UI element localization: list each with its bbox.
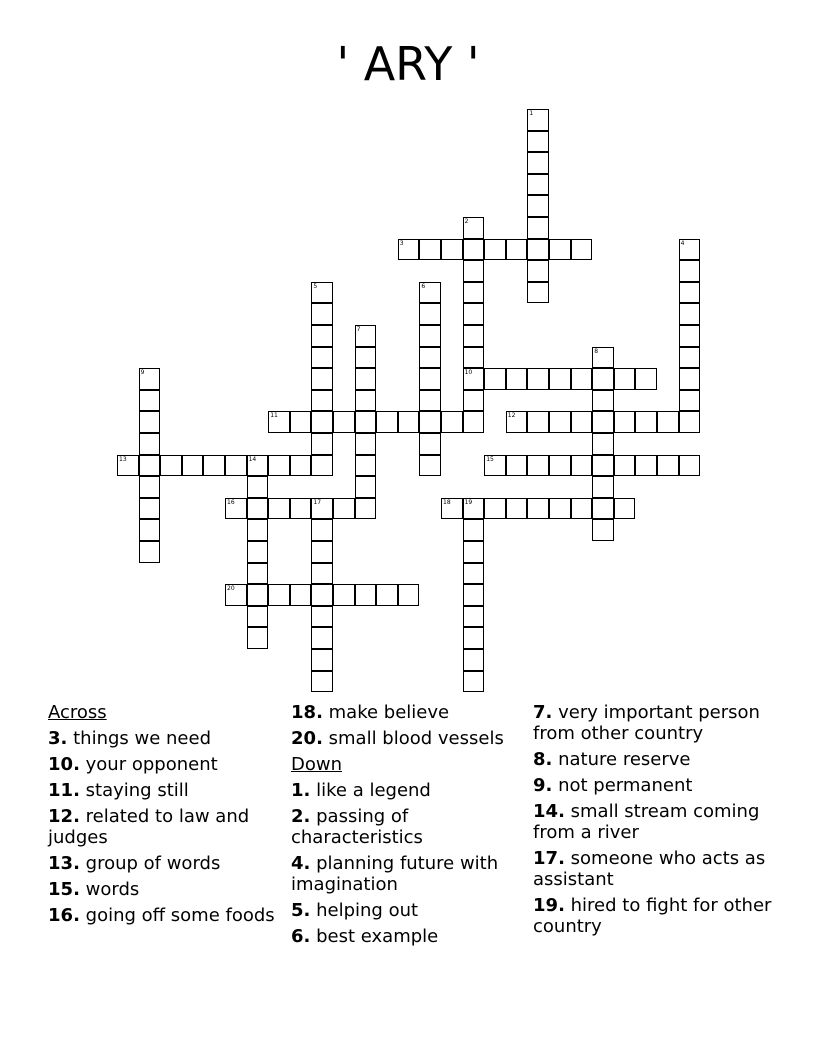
grid-cell[interactable] [182, 455, 204, 477]
clue-down-14: 14. small stream coming from a river [533, 801, 760, 843]
grid-cell[interactable] [549, 368, 571, 390]
grid-cell[interactable] [419, 303, 441, 325]
grid-cell[interactable] [139, 368, 161, 390]
grid-cell[interactable] [419, 368, 441, 390]
grid-cell[interactable] [333, 584, 355, 606]
grid-cell[interactable] [549, 411, 571, 433]
grid-cell[interactable] [463, 282, 485, 304]
grid-cell[interactable] [635, 411, 657, 433]
clue-column-2 [291, 702, 521, 952]
grid-cell[interactable] [679, 390, 701, 412]
grid-cell[interactable] [311, 325, 333, 347]
clue-down-9: 9. not permanent [533, 775, 693, 796]
cell-number: 13 [119, 455, 127, 463]
cell-number: 4 [680, 239, 685, 247]
clue-down-8: 8. nature reserve [533, 749, 691, 770]
grid-cell[interactable] [527, 195, 549, 217]
grid-cell[interactable] [506, 368, 528, 390]
grid-cell[interactable] [225, 455, 247, 477]
grid-cell[interactable] [225, 584, 247, 606]
grid-cell[interactable] [311, 368, 333, 390]
grid-cell[interactable] [355, 347, 377, 369]
cell-number: 15 [486, 455, 494, 463]
grid-cell[interactable] [355, 455, 377, 477]
grid-cell[interactable] [311, 411, 333, 433]
clue-across-3: 3. things we need [48, 728, 212, 749]
grid-cell[interactable] [679, 411, 701, 433]
grid-cell[interactable] [657, 455, 679, 477]
grid-cell[interactable] [549, 498, 571, 520]
cell-number: 7 [356, 326, 361, 333]
grid-cell[interactable] [311, 390, 333, 412]
grid-cell[interactable] [311, 433, 333, 455]
grid-cell[interactable] [679, 260, 701, 282]
clue-across-10: 10. your opponent [48, 754, 218, 775]
grid-cell[interactable] [527, 282, 549, 304]
grid-cell[interactable] [679, 303, 701, 325]
grid-cell[interactable] [679, 368, 701, 390]
grid-cell[interactable] [268, 455, 290, 477]
grid-cell[interactable] [247, 627, 269, 649]
clue-across-11: 11. staying still [48, 780, 189, 801]
grid-cell[interactable] [311, 606, 333, 628]
grid-cell[interactable] [290, 411, 312, 433]
grid-cell[interactable] [419, 325, 441, 347]
grid-cell[interactable] [463, 303, 485, 325]
grid-cell[interactable] [484, 498, 506, 520]
grid-cell[interactable] [247, 563, 269, 585]
grid-cell[interactable] [463, 541, 485, 563]
grid-cell[interactable] [527, 174, 549, 196]
grid-cell[interactable] [527, 239, 549, 261]
cell-number: 1 [529, 110, 534, 117]
clue-across-15: 15. words [48, 879, 140, 900]
grid-cell[interactable] [463, 627, 485, 649]
grid-cell[interactable] [484, 455, 506, 477]
grid-cell[interactable] [247, 498, 269, 520]
grid-cell[interactable] [463, 606, 485, 628]
grid-cell[interactable] [592, 455, 614, 477]
clue-across-13: 13. group of words [48, 853, 221, 874]
grid-cell[interactable] [441, 239, 463, 261]
grid-cell[interactable] [247, 476, 269, 498]
grid-cell[interactable] [139, 433, 161, 455]
grid-cell[interactable] [290, 455, 312, 477]
grid-cell[interactable] [419, 455, 441, 477]
grid-cell[interactable] [679, 455, 701, 477]
grid-cell[interactable] [592, 498, 614, 520]
grid-cell[interactable] [311, 498, 333, 520]
grid-cell[interactable] [290, 584, 312, 606]
grid-cell[interactable] [247, 606, 269, 628]
grid-cell[interactable] [247, 541, 269, 563]
cell-number: 8 [594, 347, 599, 355]
grid-cell[interactable] [571, 455, 593, 477]
grid-cell[interactable] [463, 584, 485, 606]
grid-cell[interactable] [139, 455, 161, 477]
grid-cell[interactable] [139, 498, 161, 520]
grid-cell[interactable] [117, 455, 139, 477]
grid-cell[interactable] [592, 368, 614, 390]
grid-cell[interactable] [463, 347, 485, 369]
grid-cell[interactable] [463, 649, 485, 671]
clue-across-18: 18. make believe [291, 702, 450, 723]
grid-cell[interactable] [506, 498, 528, 520]
grid-cell[interactable] [657, 411, 679, 433]
grid-cell[interactable] [311, 541, 333, 563]
cell-number: 14 [248, 455, 257, 463]
across-heading: Across [48, 702, 107, 723]
grid-cell[interactable] [268, 498, 290, 520]
cell-number: 9 [140, 369, 145, 377]
down-heading: Down [291, 754, 343, 775]
grid-cell[interactable] [139, 411, 161, 433]
grid-cell[interactable] [398, 239, 420, 261]
grid-cell[interactable] [527, 368, 549, 390]
cell-number: 6 [421, 282, 426, 290]
grid-cell[interactable] [419, 282, 441, 304]
grid-cell[interactable] [527, 260, 549, 282]
cell-number: 11 [270, 412, 278, 420]
grid-cell[interactable] [463, 217, 485, 239]
clue-down-7: 7. very important person from other country [533, 702, 760, 744]
grid-cell[interactable] [463, 239, 485, 261]
grid-cell[interactable] [355, 498, 377, 520]
clue-down-2: 2. passing of characteristics [291, 806, 423, 848]
grid-cell[interactable] [139, 390, 161, 412]
grid-cell[interactable] [419, 390, 441, 412]
grid-cell[interactable] [527, 109, 549, 131]
grid-cell[interactable] [549, 455, 571, 477]
grid-cell[interactable] [376, 411, 398, 433]
grid-cell[interactable] [571, 368, 593, 390]
grid-cell[interactable] [635, 455, 657, 477]
clue-down-17: 17. someone who acts as assistant [533, 848, 766, 890]
grid-cell[interactable] [355, 325, 377, 347]
grid-cell[interactable] [463, 563, 485, 585]
grid-cell[interactable] [419, 411, 441, 433]
cell-number: 17 [313, 498, 322, 506]
grid-cell[interactable] [311, 671, 333, 693]
grid-cell[interactable] [355, 390, 377, 412]
grid-cell[interactable] [571, 411, 593, 433]
grid-cell[interactable] [484, 368, 506, 390]
grid-cell[interactable] [139, 476, 161, 498]
grid-cell[interactable] [419, 347, 441, 369]
grid-cell[interactable] [571, 239, 593, 261]
grid-cell[interactable] [527, 131, 549, 153]
grid-cell[interactable] [225, 498, 247, 520]
grid-cell[interactable] [506, 411, 528, 433]
grid-cell[interactable] [160, 455, 182, 477]
grid-cell[interactable] [614, 411, 636, 433]
grid-cell[interactable] [398, 411, 420, 433]
grid-cell[interactable] [527, 411, 549, 433]
cell-number: 3 [399, 239, 404, 247]
grid-cell[interactable] [311, 627, 333, 649]
grid-cell[interactable] [614, 368, 636, 390]
grid-cell[interactable] [290, 498, 312, 520]
grid-cell[interactable] [592, 347, 614, 369]
grid-cell[interactable] [311, 519, 333, 541]
grid-cell[interactable] [527, 498, 549, 520]
grid-cell[interactable] [679, 347, 701, 369]
grid-cell[interactable] [247, 519, 269, 541]
grid-cell[interactable] [355, 433, 377, 455]
puzzle-title: ' ARY ' [336, 37, 480, 91]
grid-cell[interactable] [463, 260, 485, 282]
grid-cell[interactable] [592, 390, 614, 412]
grid-cell[interactable] [592, 476, 614, 498]
grid-cell[interactable] [311, 303, 333, 325]
grid-cell[interactable] [247, 455, 269, 477]
grid-cell[interactable] [463, 325, 485, 347]
grid-cell[interactable] [268, 584, 290, 606]
clue-across-16: 16. going off some foods [48, 905, 275, 926]
grid-cell[interactable] [506, 239, 528, 261]
grid-cell[interactable] [484, 239, 506, 261]
grid-cell[interactable] [463, 368, 485, 390]
grid-cell[interactable] [376, 584, 398, 606]
grid-cell[interactable] [614, 498, 636, 520]
grid-cell[interactable] [635, 368, 657, 390]
grid-cell[interactable] [549, 239, 571, 261]
clue-column-3 [533, 702, 773, 942]
clue-column-1 [48, 702, 278, 931]
grid-cell[interactable] [311, 347, 333, 369]
cell-number: 10 [464, 369, 473, 377]
grid-cell[interactable] [311, 584, 333, 606]
grid-cell[interactable] [333, 411, 355, 433]
grid-cell[interactable] [592, 433, 614, 455]
grid-cell[interactable] [506, 455, 528, 477]
cell-number: 16 [227, 498, 235, 506]
grid-cell[interactable] [463, 411, 485, 433]
grid-cell[interactable] [419, 239, 441, 261]
grid-cell[interactable] [203, 455, 225, 477]
grid-cell[interactable] [311, 282, 333, 304]
grid-cell[interactable] [527, 455, 549, 477]
grid-cell[interactable] [139, 519, 161, 541]
grid-cell[interactable] [355, 368, 377, 390]
cell-number: 12 [507, 412, 516, 420]
grid-cell[interactable] [527, 152, 549, 174]
clue-down-1: 1. like a legend [291, 780, 431, 801]
grid-cell[interactable] [592, 411, 614, 433]
grid-cell[interactable] [441, 498, 463, 520]
grid-cell[interactable] [355, 584, 377, 606]
grid-cell[interactable] [398, 584, 420, 606]
grid-cell[interactable] [679, 282, 701, 304]
grid-cell[interactable] [311, 649, 333, 671]
clue-down-5: 5. helping out [291, 900, 419, 921]
grid-cell[interactable] [679, 239, 701, 261]
cell-number: 2 [464, 218, 469, 225]
grid-cell[interactable] [311, 455, 333, 477]
clue-down-4: 4. planning future with imagination [291, 853, 499, 895]
clue-across-12: 12. related to law and judges [48, 806, 250, 848]
cell-number: 19 [464, 498, 473, 506]
grid-cell[interactable] [463, 498, 485, 520]
clue-down-19: 19. hired to fight for other country [533, 895, 772, 937]
grid-cell[interactable] [463, 671, 485, 693]
grid-cell[interactable] [571, 498, 593, 520]
grid-cell[interactable] [139, 541, 161, 563]
cell-number: 18 [443, 498, 451, 506]
grid-cell[interactable] [333, 498, 355, 520]
grid-cell[interactable] [247, 584, 269, 606]
grid-cell[interactable] [527, 217, 549, 239]
clue-down-6: 6. best example [291, 926, 439, 947]
clue-across-20: 20. small blood vessels [291, 728, 504, 749]
cell-number: 5 [313, 282, 318, 290]
cell-number: 20 [227, 585, 235, 593]
grid-cell[interactable] [355, 411, 377, 433]
grid-cell[interactable] [679, 325, 701, 347]
grid-cell[interactable] [355, 476, 377, 498]
grid-cell[interactable] [463, 390, 485, 412]
grid-cell[interactable] [614, 455, 636, 477]
grid-cell[interactable] [268, 411, 290, 433]
grid-cell[interactable] [463, 519, 485, 541]
grid-cell[interactable] [419, 433, 441, 455]
grid-cell[interactable] [592, 519, 614, 541]
grid-cell[interactable] [441, 411, 463, 433]
grid-cell[interactable] [311, 563, 333, 585]
